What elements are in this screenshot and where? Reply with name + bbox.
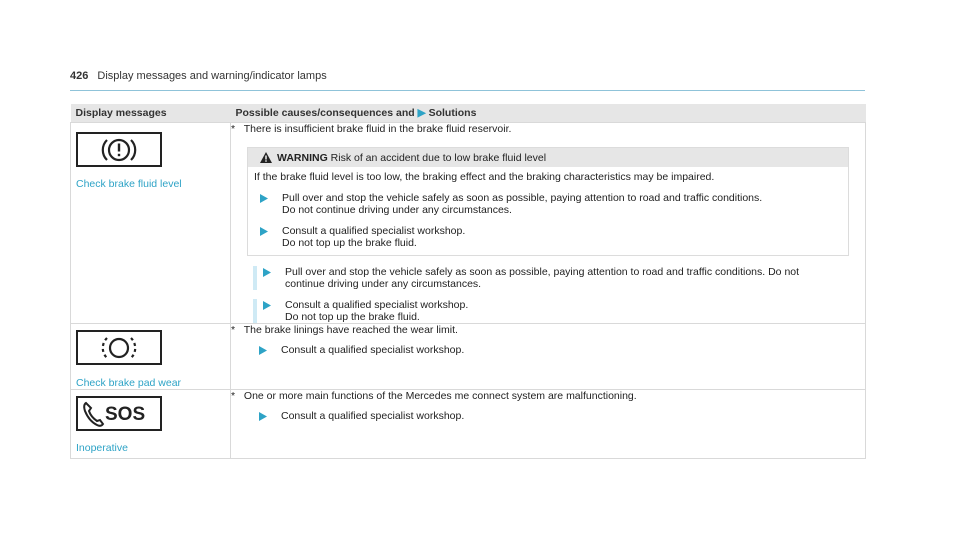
table-row [71, 390, 866, 459]
asterisk-icon: * [231, 123, 236, 135]
warning-header [248, 148, 848, 167]
list-item: Pull over and stop the vehicle safely as soon as possible, paying attention to road and traffic conditions. Do not continue driving under any circumstances. [254, 192, 842, 216]
list-item: Consult a qualified specialist workshop. Do not top up the brake fluid. [253, 299, 865, 323]
display-messages-table [70, 104, 866, 459]
cause-text: * One or more main functions of the Mercedes me connect system are malfunctioning. [231, 390, 637, 402]
asterisk-icon: * [231, 390, 236, 402]
step-arrow-icon [257, 299, 285, 323]
list-item: Consult a qualified specialist workshop. [257, 410, 865, 422]
cause-text: * There is insufficient brake fluid in the brake fluid reservoir. [231, 123, 512, 135]
list-item: Consult a qualified specialist workshop. [257, 344, 865, 356]
asterisk-icon: * [231, 324, 236, 336]
table-header-row [71, 104, 866, 123]
lamp-label: Check brake fluid level [76, 178, 182, 190]
step-arrow-icon [259, 344, 281, 356]
warning-text: If the brake fluid level is too low, the braking effect and the braking characteristics may be impaired. [254, 171, 715, 183]
col-display-messages: Display messages [71, 104, 231, 123]
lamp-label: Check brake pad wear [76, 377, 182, 389]
col-causes-solutions [231, 104, 866, 123]
step-arrow-icon [259, 410, 281, 422]
table-row [71, 324, 866, 390]
step-arrow-icon [260, 225, 282, 249]
cause-text: * The brake linings have reached the wear limit. [231, 324, 458, 336]
brake-fluid-warning-icon [76, 132, 162, 167]
lamp-label: Inoperative [76, 442, 128, 454]
warning-subtitle: Risk of an accident due to low brake fluid level [330, 152, 547, 164]
page-header [70, 70, 865, 91]
step-arrow-icon [260, 192, 282, 216]
warning-triangle-icon [260, 152, 272, 163]
list-item: Pull over and stop the vehicle safely as soon as possible, paying attention to road and traffic conditions. Do not continue driving under any circumstances. [253, 266, 865, 290]
page-number: 426 [70, 70, 89, 82]
page-title: Display messages and warning/indicator lamps [97, 70, 327, 82]
brake-pad-wear-icon [76, 330, 162, 365]
step-arrow-icon [257, 266, 285, 290]
sos-phone-icon [76, 396, 162, 431]
warning-box [247, 147, 849, 256]
sos-text: SOS [105, 403, 146, 425]
list-item: Consult a qualified specialist workshop. Do not top up the brake fluid. [254, 225, 842, 249]
table-row [71, 123, 866, 324]
col-causes-label: Possible causes/consequences and [235, 106, 415, 119]
arrow-icon: ▶ [417, 106, 426, 119]
warning-title: WARNING [277, 152, 328, 164]
col-solutions-label: Solutions [428, 106, 477, 119]
